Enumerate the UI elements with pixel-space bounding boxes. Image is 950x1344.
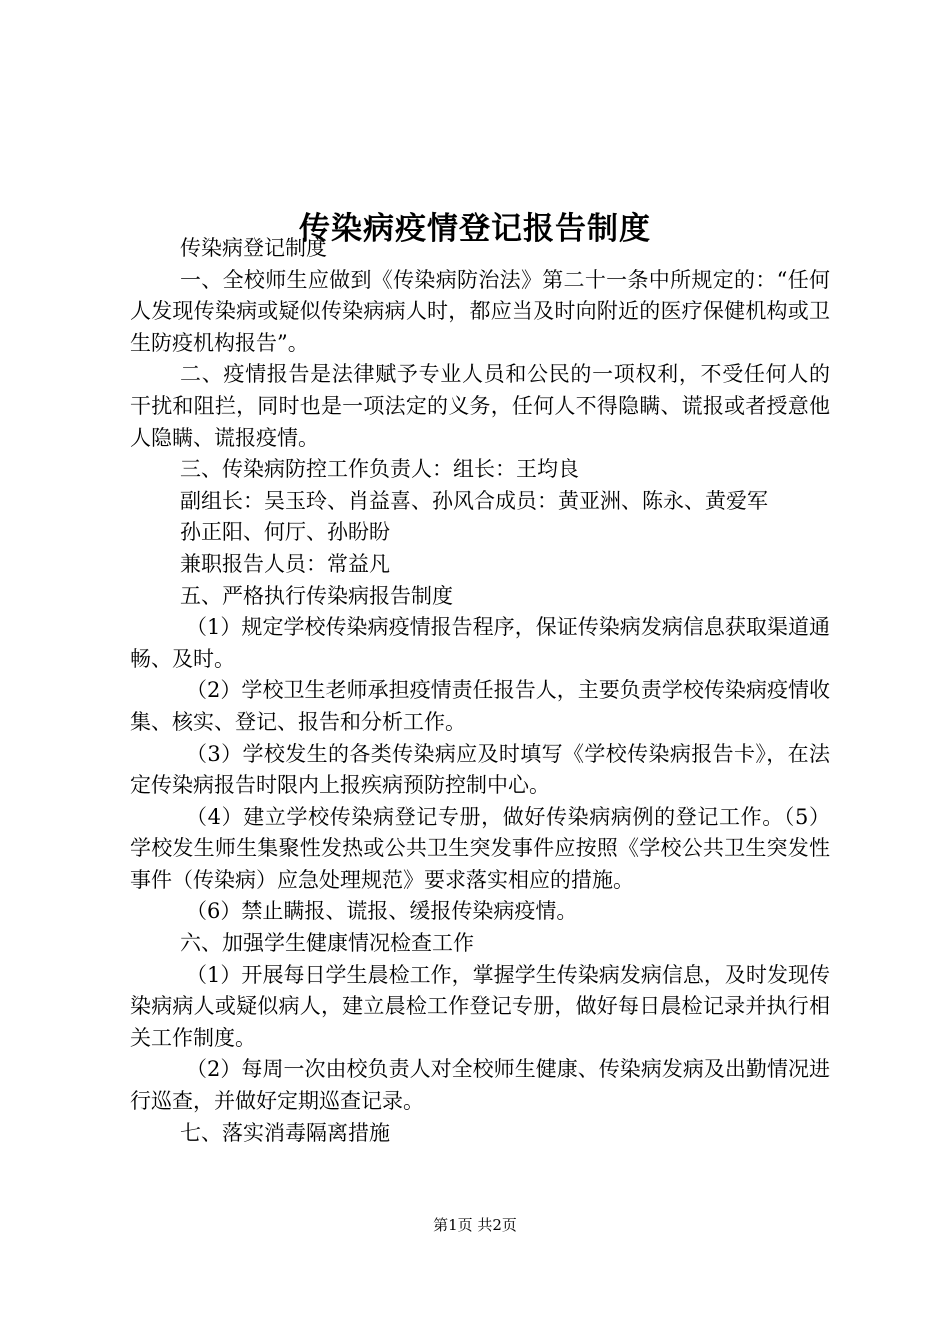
paragraph-1: 一、全校师生应做到《传染病防治法》第二十一条中所规定的：“任何人发现传染病或疑似传染病病人时，都应当及时向附近的医疗保健机构或卫生防疫机构报告”。 — [130, 267, 830, 355]
paragraph-5-item-4-5: （4）建立学校传染病登记专册，做好传染病病例的登记工作。（5）学校发生师生集聚性发热或公共卫生突发事件应按照《学校公共卫生突发性事件（传染病）应急处理规范》要求落实相应的措施。 — [130, 804, 830, 892]
paragraph-reporter: 兼职报告人员：常益凡 — [180, 551, 390, 576]
paragraph-members: 孙正阳、何厅、孙盼盼 — [180, 520, 390, 545]
paragraph-7: 七、落实消毒隔离措施 — [180, 1120, 390, 1145]
paragraph-2: 二、疫情报告是法律赋予专业人员和公民的一项权利，不受任何人的干扰和阻拦，同时也是一项法定的义务，任何人不得隐瞒、谎报或者授意他人隐瞒、谎报疫情。 — [130, 362, 830, 450]
paragraph-5-item-1: （1）规定学校传染病疫情报告程序，保证传染病发病信息获取渠道通畅、及时。 — [130, 615, 830, 671]
paragraph-6: 六、加强学生健康情况检查工作 — [180, 931, 474, 956]
paragraph-6-item-2: （2）每周一次由校负责人对全校师生健康、传染病发病及出勤情况进行巡查，并做好定期巡查记录。 — [130, 1057, 830, 1114]
page-footer: 第1页 共2页 — [433, 1216, 517, 1234]
document-body — [130, 233, 830, 1149]
paragraph-5-item-2: （2）学校卫生老师承担疫情责任报告人，主要负责学校传染病疫情收集、核实、登记、报告和分析工作。 — [130, 678, 830, 734]
paragraph-6-item-1: （1）开展每日学生晨检工作，掌握学生传染病发病信息，及时发现传染病病人或疑似病人，建立晨检工作登记专册，做好每日晨检记录并执行相关工作制度。 — [130, 962, 830, 1050]
paragraph-vice-leaders: 副组长：吴玉玲、肖益喜、孙风合成员：黄亚洲、陈永、黄爱军 — [180, 488, 768, 513]
paragraph-3: 三、传染病防控工作负责人：组长：王均良 — [180, 457, 579, 482]
paragraph-5-item-6: （6）禁止瞒报、谎报、缓报传染病疫情。 — [186, 899, 578, 924]
paragraph-subtitle: 传染病登记制度 — [180, 236, 327, 260]
paragraph-5-item-3: （3）学校发生的各类传染病应及时填写《学校传染病报告卡》，在法定传染病报告时限内上报疾病预防控制中心。 — [130, 741, 830, 798]
paragraph-5: 五、严格执行传染病报告制度 — [180, 583, 453, 608]
document-title: 传染病疫情登记报告制度 — [299, 210, 651, 247]
